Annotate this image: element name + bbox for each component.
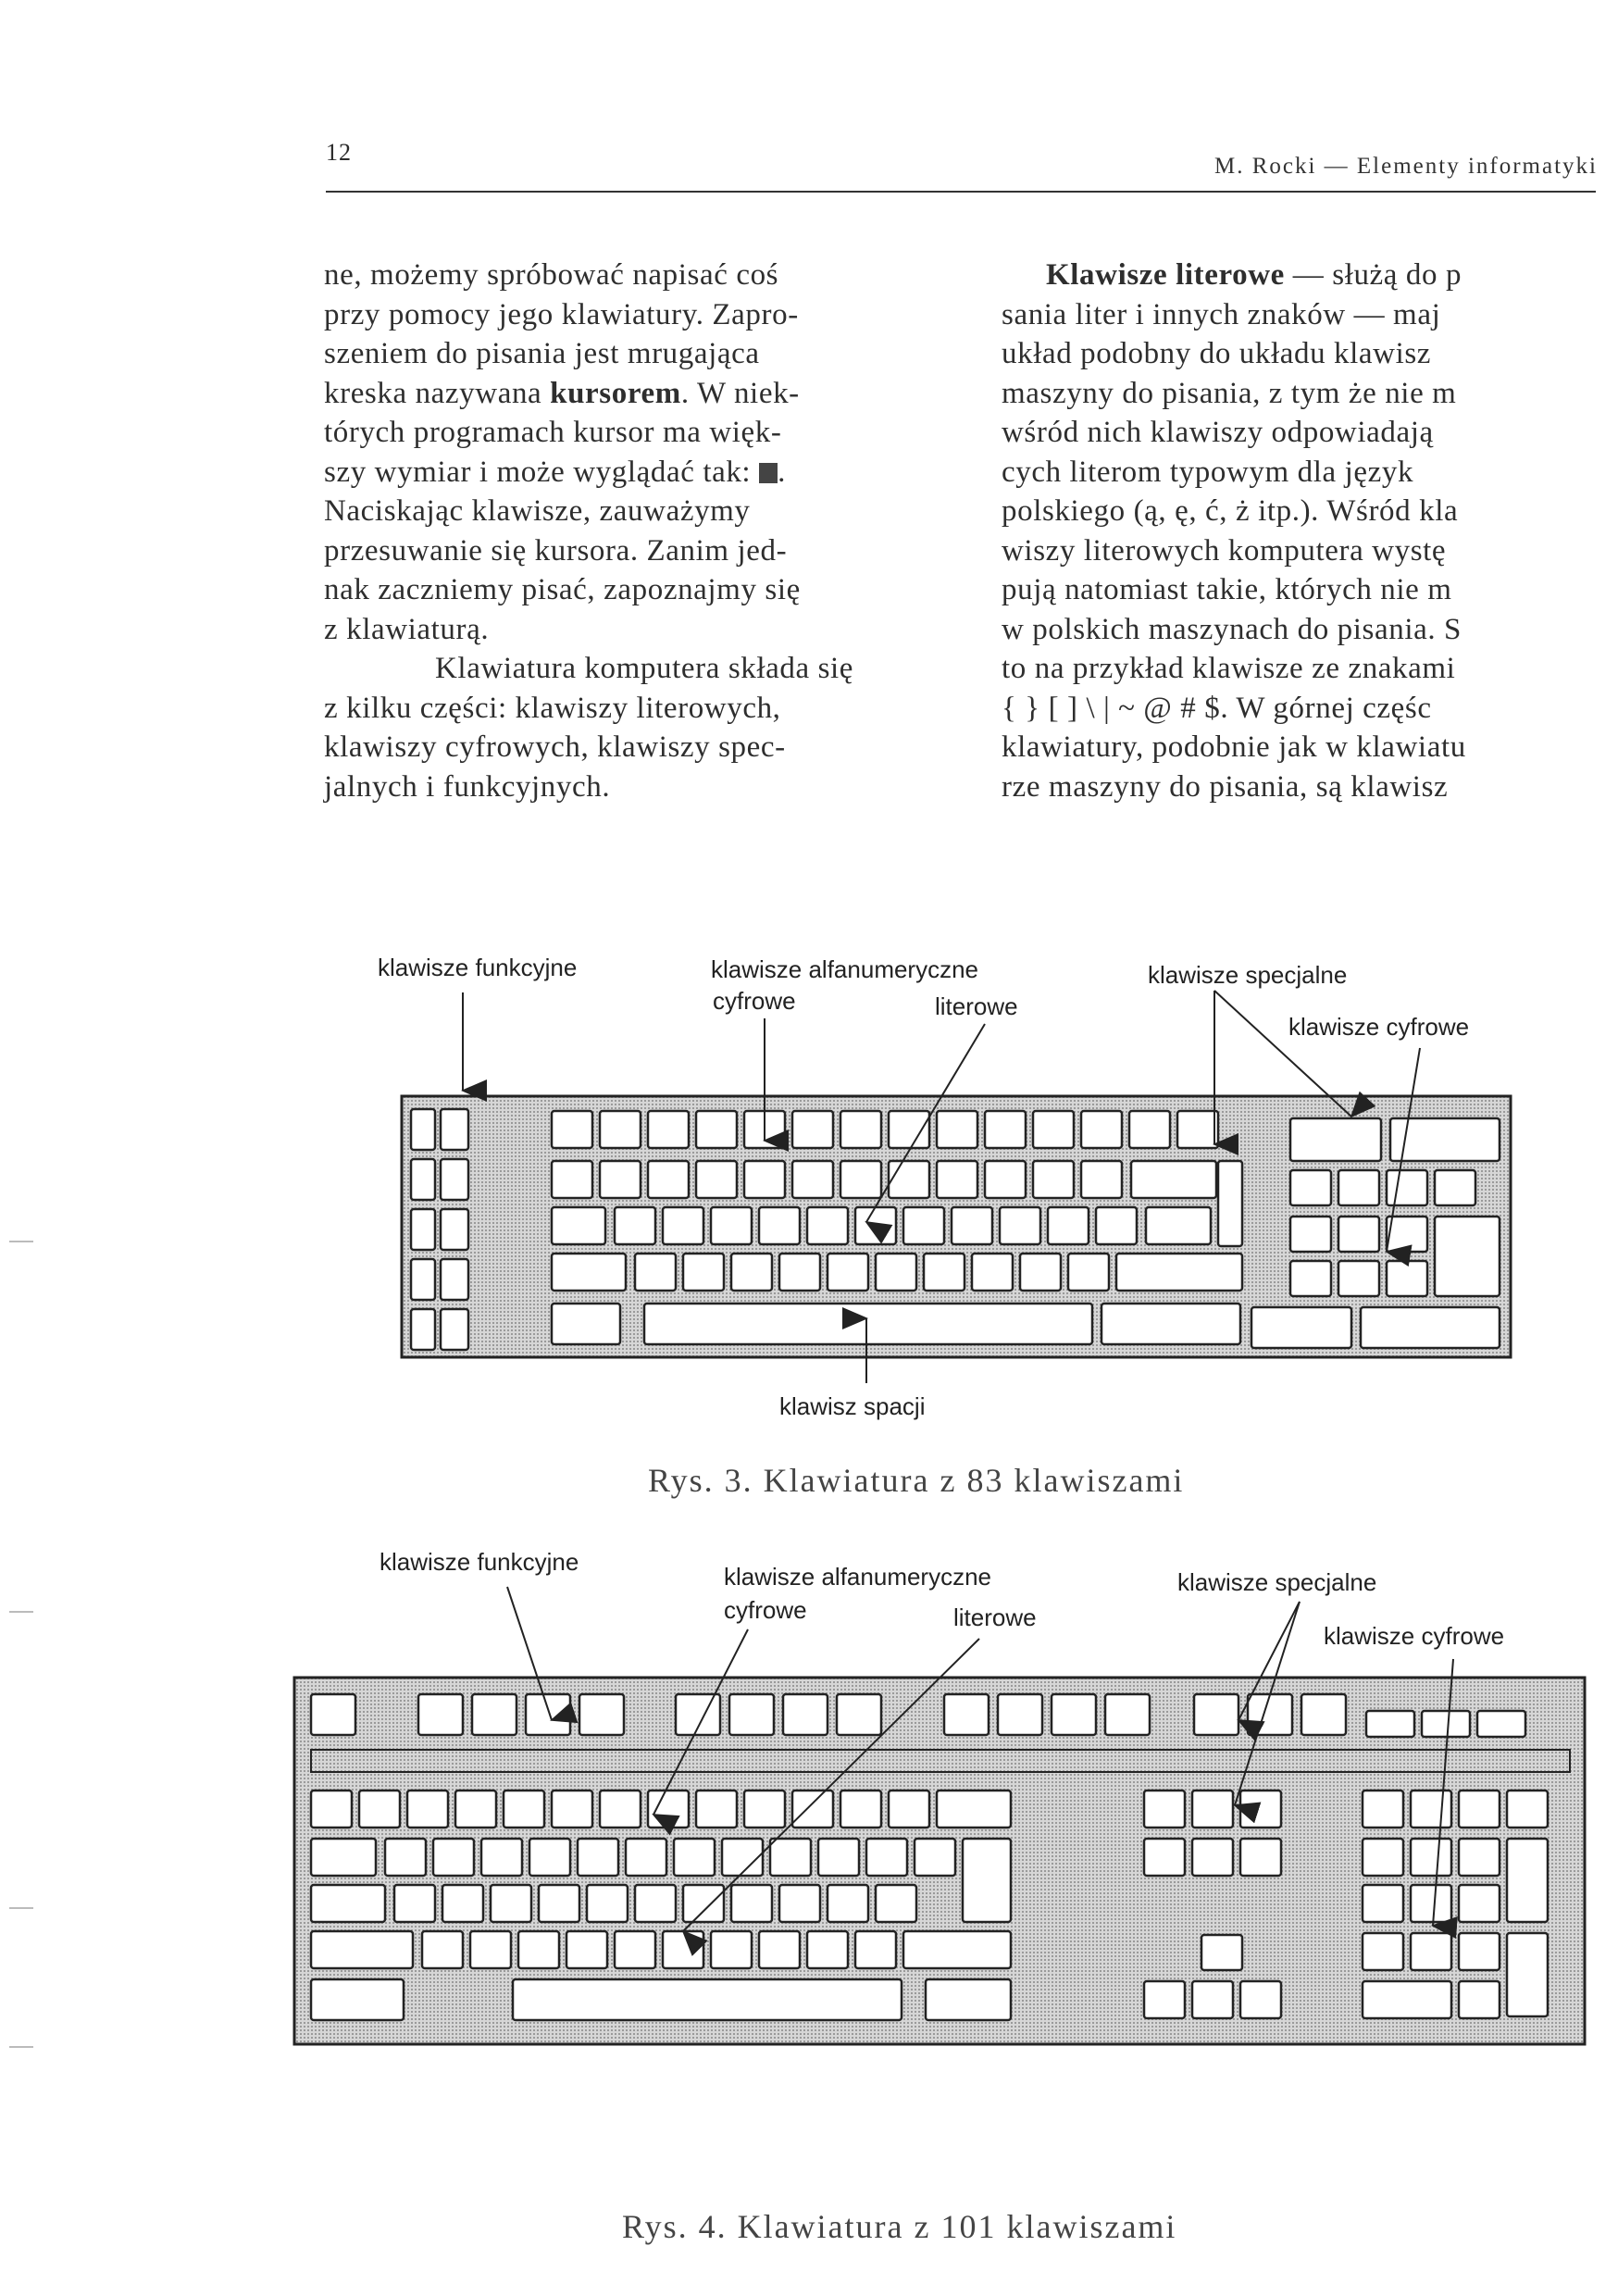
- key: [311, 1885, 385, 1922]
- key: [1096, 1207, 1137, 1244]
- key: [1240, 1839, 1281, 1876]
- key: [441, 1159, 468, 1200]
- key: [663, 1207, 703, 1244]
- key: [952, 1207, 992, 1244]
- key: [807, 1207, 848, 1244]
- key: [759, 1207, 800, 1244]
- key: [552, 1111, 592, 1148]
- key: [418, 1694, 463, 1735]
- key: [1363, 1885, 1403, 1922]
- text-segment: . W niek-: [680, 376, 800, 410]
- key: [1338, 1261, 1379, 1296]
- text-line: pują natomiast takie, których nie m: [1002, 573, 1452, 606]
- key: [422, 1931, 463, 1968]
- fig3-label-cyfrowe: klawisze cyfrowe: [1288, 1013, 1470, 1041]
- key: [1435, 1217, 1500, 1296]
- key: [837, 1694, 881, 1735]
- key: [696, 1161, 737, 1198]
- text-segment: szy wymiar i może wyglądać tak:: [324, 455, 760, 489]
- key: [1177, 1111, 1218, 1148]
- key: [441, 1209, 468, 1250]
- key: [1129, 1111, 1170, 1148]
- key: [481, 1839, 522, 1876]
- fig3-label-spacja: klawisz spacji: [779, 1392, 926, 1420]
- key: [1411, 1839, 1451, 1876]
- key: [696, 1111, 737, 1148]
- key: [1363, 1839, 1403, 1876]
- key: [648, 1111, 689, 1148]
- text-line: szeniem do pisania jest mrugająca: [324, 337, 760, 370]
- key: [1361, 1307, 1500, 1348]
- key: [1116, 1254, 1242, 1291]
- key: [1422, 1711, 1470, 1737]
- margin-mark: [9, 2046, 33, 2048]
- key: [1363, 1981, 1451, 2018]
- key: [926, 1979, 1011, 2020]
- key: [744, 1791, 785, 1828]
- key: [529, 1839, 570, 1876]
- key: [411, 1109, 435, 1150]
- key: [626, 1839, 666, 1876]
- key: [876, 1254, 916, 1291]
- text-line: { } [ ] \ | ~ @ # $. W górnej częśc: [1002, 691, 1432, 725]
- key: [518, 1931, 559, 1968]
- key: [985, 1111, 1026, 1148]
- key: [1363, 1791, 1403, 1828]
- text-line: tórych programach kursor ma więk-: [324, 416, 782, 449]
- term-klawisze-literowe: Klawisze literowe: [1046, 258, 1285, 292]
- key: [311, 1791, 352, 1828]
- key: [828, 1885, 868, 1922]
- key: [441, 1309, 468, 1350]
- key: [840, 1111, 881, 1148]
- key: [1290, 1118, 1381, 1161]
- key: [889, 1111, 929, 1148]
- key: [1459, 1791, 1500, 1828]
- key: [311, 1839, 376, 1876]
- fig3-caption: Rys. 3. Klawiatura z 83 klawiszami: [648, 1462, 1185, 1499]
- key: [1033, 1111, 1074, 1148]
- key: [1459, 1981, 1500, 2018]
- fig4-label-literowe-sub: literowe: [953, 1603, 1037, 1631]
- key: [411, 1309, 435, 1350]
- text-line: przesuwanie się kursora. Zanim jed-: [324, 533, 788, 568]
- key: [1131, 1161, 1216, 1198]
- key: [1338, 1170, 1379, 1205]
- key: [615, 1931, 655, 1968]
- key: [1144, 1981, 1185, 2018]
- key: [840, 1161, 881, 1198]
- key: [855, 1207, 896, 1244]
- key: [1338, 1217, 1379, 1252]
- fig3-label-cyfrowe-sub: cyfrowe: [713, 987, 796, 1015]
- key: [1435, 1170, 1475, 1205]
- page-number: 12: [326, 139, 352, 166]
- key: [1387, 1261, 1427, 1296]
- key: [924, 1254, 965, 1291]
- key: [411, 1259, 435, 1300]
- text-line: wiszy literowych komputera wystę: [1002, 533, 1447, 568]
- key: [963, 1839, 1011, 1922]
- fig4-label-funkcyjne: klawisze funkcyjne: [380, 1548, 579, 1576]
- key: [722, 1839, 763, 1876]
- key: [552, 1791, 592, 1828]
- key: [828, 1254, 868, 1291]
- key: [1290, 1261, 1331, 1296]
- key: [526, 1694, 570, 1735]
- running-title: M. Rocki — Elementy informatyki: [1214, 154, 1598, 179]
- key: [1387, 1217, 1427, 1252]
- text-line: klawiszy cyfrowych, klawiszy spec-: [324, 730, 786, 764]
- keyboard-101-keys: [294, 1678, 1585, 2044]
- text-line: układ podobny do układu klawisz: [1002, 337, 1432, 370]
- key: [792, 1111, 833, 1148]
- key: [840, 1791, 881, 1828]
- key: [513, 1979, 902, 2020]
- key: [1290, 1170, 1331, 1205]
- key: [600, 1161, 641, 1198]
- key: [998, 1694, 1042, 1735]
- key: [1477, 1711, 1525, 1737]
- key: [648, 1791, 689, 1828]
- margin-mark: [9, 1241, 33, 1242]
- key: [889, 1161, 929, 1198]
- text-line: z klawiaturą.: [324, 612, 490, 646]
- key: [1144, 1839, 1185, 1876]
- key: [552, 1207, 605, 1244]
- key: [1411, 1933, 1451, 1970]
- fig4-label-cyfrowe: klawisze cyfrowe: [1324, 1622, 1505, 1650]
- text-line: rze maszyny do pisania, są klawisz: [1002, 769, 1449, 804]
- fig3-label-literowe-sub: literowe: [935, 992, 1018, 1020]
- key: [311, 1694, 355, 1735]
- key: [455, 1791, 496, 1828]
- key: [504, 1791, 544, 1828]
- term-kursorem: kursorem: [550, 376, 681, 410]
- key: [579, 1694, 624, 1735]
- key: [1363, 1933, 1403, 1970]
- key: [1081, 1161, 1122, 1198]
- key: [552, 1161, 592, 1198]
- key: [807, 1931, 848, 1968]
- key: [731, 1885, 772, 1922]
- key: [552, 1304, 620, 1344]
- key: [1052, 1694, 1096, 1735]
- key: [855, 1931, 896, 1968]
- key: [937, 1791, 1011, 1828]
- key: [1507, 1791, 1548, 1828]
- key: [674, 1839, 715, 1876]
- key: [818, 1839, 859, 1876]
- key: [1387, 1170, 1427, 1205]
- key: [792, 1161, 833, 1198]
- key: [1240, 1791, 1281, 1828]
- key: [648, 1161, 689, 1198]
- key: [1251, 1307, 1351, 1348]
- key: [385, 1839, 426, 1876]
- text-line: w polskich maszynach do pisania. S: [1002, 612, 1462, 646]
- key: [1048, 1207, 1089, 1244]
- key: [779, 1254, 820, 1291]
- fig4-label-cyfrowe-sub: cyfrowe: [724, 1596, 807, 1624]
- fig4-caption: Rys. 4. Klawiatura z 101 klawiszami: [622, 2208, 1177, 2245]
- key: [972, 1254, 1013, 1291]
- key: [683, 1885, 724, 1922]
- fig3-label-specjalne: klawisze specjalne: [1148, 961, 1348, 989]
- fig3-label-alfanumeryczne: klawisze alfanumeryczne: [711, 955, 979, 983]
- key: [1192, 1981, 1233, 2018]
- key: [1033, 1161, 1074, 1198]
- key: [311, 1931, 413, 1968]
- key: [1068, 1254, 1109, 1291]
- key: [411, 1209, 435, 1250]
- text-line: polskiego (ą, ę, ć, ż itp.). Wśród kla: [1002, 494, 1459, 528]
- key: [1301, 1694, 1346, 1735]
- key: [1459, 1885, 1500, 1922]
- key: [539, 1885, 579, 1922]
- key: [1201, 1935, 1242, 1970]
- key: [876, 1885, 916, 1922]
- fig3-label-funkcyjne: klawisze funkcyjne: [378, 954, 578, 981]
- key: [937, 1161, 977, 1198]
- text-segment: .: [778, 455, 786, 489]
- text-line: Klawiatura komputera składa się: [435, 652, 854, 685]
- key: [1020, 1254, 1061, 1291]
- key: [770, 1839, 811, 1876]
- key: [615, 1207, 655, 1244]
- key: [1144, 1791, 1185, 1828]
- key: [359, 1791, 400, 1828]
- key: [1507, 1839, 1548, 1922]
- key: [915, 1839, 955, 1876]
- key: [792, 1791, 833, 1828]
- text-line: jalnych i funkcyjnych.: [324, 769, 611, 804]
- key: [729, 1694, 774, 1735]
- key: [1081, 1111, 1122, 1148]
- key: [433, 1839, 474, 1876]
- key: [1192, 1791, 1233, 1828]
- key: [711, 1931, 752, 1968]
- key: [1366, 1711, 1414, 1737]
- key: [600, 1111, 641, 1148]
- key: [1101, 1304, 1240, 1344]
- text-segment: kreska nazywana: [324, 376, 551, 410]
- text-line: to na przykład klawisze ze znakami: [1002, 652, 1456, 685]
- key: [1248, 1694, 1292, 1735]
- key: [744, 1161, 785, 1198]
- key: [759, 1931, 800, 1968]
- key: [442, 1885, 483, 1922]
- key: [711, 1207, 752, 1244]
- key: [1218, 1161, 1242, 1246]
- text-segment: — służą do p: [1284, 258, 1462, 292]
- key: [944, 1694, 989, 1735]
- text-line: z kilku części: klawiszy literowych,: [324, 691, 781, 725]
- text-line: przy pomocy jego klawiatury. Zapro-: [324, 297, 799, 331]
- key: [903, 1931, 1011, 1968]
- key: [411, 1159, 435, 1200]
- key: [1146, 1207, 1211, 1244]
- key: [441, 1259, 468, 1300]
- key: [472, 1694, 517, 1735]
- key: [1000, 1207, 1040, 1244]
- text-line: Naciskając klawisze, zauważymy: [324, 494, 751, 528]
- key: [985, 1161, 1026, 1198]
- text-line: maszyny do pisania, z tym że nie m: [1002, 376, 1457, 410]
- key: [1290, 1217, 1331, 1252]
- key: [394, 1885, 435, 1922]
- key: [1240, 1981, 1281, 2018]
- key: [635, 1885, 676, 1922]
- key: [552, 1254, 626, 1291]
- text-line: ne, możemy spróbować napisać coś: [324, 258, 779, 292]
- key: [578, 1839, 618, 1876]
- key: [731, 1254, 772, 1291]
- key: [600, 1791, 641, 1828]
- key: [1411, 1885, 1451, 1922]
- key: [696, 1791, 737, 1828]
- fig4-label-specjalne: klawisze specjalne: [1177, 1568, 1377, 1596]
- key: [491, 1885, 531, 1922]
- keyboard-83-keys: [402, 1096, 1511, 1357]
- key: [889, 1791, 929, 1828]
- text-line: sania liter i innych znaków — maj: [1002, 297, 1441, 331]
- key: [937, 1111, 977, 1148]
- key: [1192, 1839, 1233, 1876]
- key: [783, 1694, 828, 1735]
- text-line: wśród nich klawiszy odpowiadają: [1002, 416, 1434, 449]
- key: [1459, 1933, 1500, 1970]
- key: [866, 1839, 907, 1876]
- key: [683, 1254, 724, 1291]
- key: [311, 1979, 404, 2020]
- key: [1411, 1791, 1451, 1828]
- key: [441, 1109, 468, 1150]
- text-line: nak zaczniemy pisać, zapoznajmy się: [324, 573, 801, 606]
- key: [635, 1254, 676, 1291]
- key: [587, 1885, 628, 1922]
- key: [903, 1207, 944, 1244]
- margin-mark: [9, 1907, 33, 1909]
- key: [566, 1931, 607, 1968]
- text-line: klawiatury, podobnie jak w klawiatu: [1002, 730, 1466, 764]
- key: [779, 1885, 820, 1922]
- key: [470, 1931, 511, 1968]
- key: [663, 1931, 703, 1968]
- margin-mark: [9, 1611, 33, 1613]
- key: [1194, 1694, 1238, 1735]
- text-line: cych literom typowym dla język: [1002, 455, 1414, 489]
- key: [1105, 1694, 1150, 1735]
- fig4-label-alfanumeryczne: klawisze alfanumeryczne: [724, 1563, 992, 1591]
- key: [1507, 1933, 1548, 2016]
- key: [1459, 1839, 1500, 1876]
- key: [407, 1791, 448, 1828]
- key: [644, 1304, 1092, 1344]
